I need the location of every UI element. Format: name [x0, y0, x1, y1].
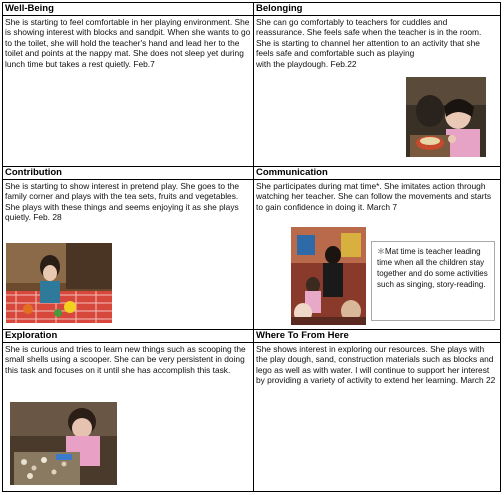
learning-story-grid: [2, 2, 501, 492]
cell-title: Exploration: [3, 330, 253, 343]
cell-text: She participates during mat time*. She imitates action through watching her teacher. She can follow the movements and starts to gain confidence in doing it. March 7: [256, 181, 492, 212]
cell-where-to-from-here: [254, 330, 500, 492]
cell-title: Where To From Here: [254, 330, 500, 343]
photo-family-corner: [6, 243, 112, 323]
cell-text-continued: with the playdough. Feb.22: [256, 58, 357, 69]
cell-contribution: [3, 167, 253, 329]
cell-exploration: [3, 330, 253, 492]
photo-scooping-shells: [10, 402, 117, 485]
cell-title: Well-Being: [3, 3, 253, 16]
mat-time-note: ＊Mat time is teacher leading time when all the children stay together and do some activities such as singing, story-reading.: [371, 241, 495, 321]
cell-belonging: [254, 3, 500, 166]
cell-well-being: [3, 3, 253, 166]
cell-text: She is curious and tries to learn new things such as scooping the small shells using a scooper. She can be very persistent in doing this task and focuses on it until she has accomplish this task.: [5, 344, 246, 375]
photo-mat-time: [291, 227, 366, 325]
cell-text: She is starting to feel comfortable in her playing environment. She is showing interest with blocks and sandpit. When she wants to go to the toilet, she will hold the teacher's hand and lead her to the toilet and points at the nappy mat. She does not sleep yet during lunch time but takes a rest quietly. Feb.7: [5, 17, 251, 69]
cell-text: She is starting to show interest in pretend play. She goes to the family corner and plays with the tea sets, fruits and vegetables. She plays with these things and seems enjoying it as she plays quietly. Feb. 28: [5, 181, 240, 223]
cell-title: Communication: [254, 167, 500, 180]
cell-communication: [254, 167, 500, 329]
cell-text: She can go comfortably to teachers for cuddles and reassurance. She feels safe when the teacher is in the room. She is starting to channel her attention to an activity that she feels safe and comfortable such as playing: [256, 17, 482, 59]
cell-title: Contribution: [3, 167, 253, 180]
cell-title: Belonging: [254, 3, 500, 16]
cell-text: She shows interest in exploring our resources. She plays with the play dough, sand, construction materials such as blocks and lego as well as with water. I will continue to support her interest by providing a variety of activity to extend her learning. March 22: [256, 344, 496, 386]
photo-playdough: [406, 77, 486, 157]
